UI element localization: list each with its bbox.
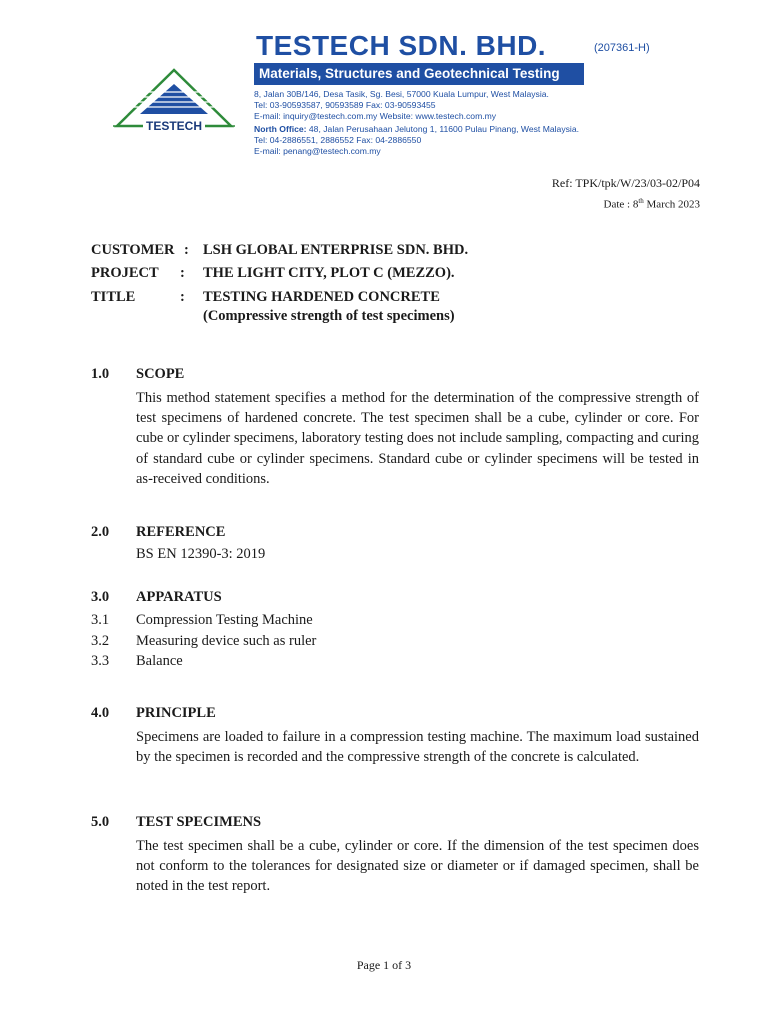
- project-colon: :: [180, 265, 185, 281]
- north-office-address-text: 48, Jalan Perusahaan Jelutong 1, 11600 Pulau Pinang, West Malaysia.: [308, 124, 579, 134]
- specimens-paragraph: The test specimen shall be a cube, cylinder or core. If the dimension of the test specimen does not conform to the tolerances for designated size or diameter or if damaged specimen, shall be noted in the test report.: [136, 838, 699, 895]
- address-phone: Tel: 03-90593587, 90593589 Fax: 03-90593455: [254, 100, 436, 110]
- north-office-label: North Office:: [254, 124, 307, 134]
- apparatus-item-number: 3.3: [91, 653, 110, 669]
- section-number-specimens: 5.0: [91, 814, 110, 830]
- apparatus-item: Balance: [136, 653, 183, 669]
- section-number-scope: 1.0: [91, 366, 110, 382]
- registration-number: (207361-H): [594, 42, 650, 54]
- customer-label: CUSTOMER: [91, 242, 175, 258]
- logo-text: TESTECH: [145, 119, 203, 133]
- section-number-principle: 4.0: [91, 705, 110, 721]
- title-colon: :: [180, 289, 185, 305]
- section-title-scope: SCOPE: [136, 366, 185, 382]
- apparatus-item: Compression Testing Machine: [136, 612, 313, 628]
- company-name: TESTECH SDN. BHD.: [256, 30, 547, 61]
- reference-standard: BS EN 12390-3: 2019: [136, 546, 266, 562]
- reference-number: Ref: TPK/tpk/W/23/03-02/P04: [551, 176, 700, 190]
- testech-logo: [113, 68, 235, 136]
- scope-paragraph: This method statement specifies a method for the determination of the compressive strength of test specimens of hardened concrete. The test specimen shall be a cube, cylinder or core. For cube or cylinder specimens, laboratory testing does not include sampling, compacting and curing of standard cube or cylinder specimens. Standard cube or cylinder specimens will be tested in as-received conditions.: [136, 390, 699, 487]
- title-label: TITLE: [91, 289, 136, 305]
- section-title-reference: REFERENCE: [136, 524, 226, 540]
- customer-value: LSH GLOBAL ENTERPRISE SDN. BHD.: [203, 242, 469, 258]
- section-title-specimens: TEST SPECIMENS: [136, 814, 262, 830]
- section-title-apparatus: APPARATUS: [136, 589, 222, 605]
- document-date: Date : 8th March 2023: [603, 197, 700, 211]
- company-tagline: Materials, Structures and Geotechnical Testing: [254, 63, 584, 85]
- principle-paragraph: Specimens are loaded to failure in a compression testing machine. The maximum load sustained by the specimen is recorded and the compressive strength of the concrete is calculated.: [136, 729, 699, 766]
- apparatus-item-number: 3.1: [91, 612, 110, 628]
- project-label: PROJECT: [91, 265, 159, 281]
- title-subvalue: (Compressive strength of test specimens): [203, 308, 455, 324]
- reference-block: [552, 174, 700, 214]
- logo-triangle-icon: [113, 70, 235, 126]
- north-office-address: [254, 124, 579, 134]
- customer-colon: :: [184, 242, 189, 258]
- title-value: TESTING HARDENED CONCRETE: [203, 289, 440, 305]
- section-number-reference: 2.0: [91, 524, 110, 540]
- apparatus-item-number: 3.2: [91, 633, 110, 649]
- apparatus-item: Measuring device such as ruler: [136, 633, 317, 649]
- project-value: THE LIGHT CITY, PLOT C (MEZZO).: [203, 265, 455, 281]
- section-number-apparatus: 3.0: [91, 589, 110, 605]
- section-title-principle: PRINCIPLE: [136, 705, 216, 721]
- north-office-phone: Tel: 04-2886551, 2886552 Fax: 04-2886550: [254, 135, 422, 145]
- north-office-email: E-mail: penang@testech.com.my: [254, 146, 381, 156]
- page-number: Page 1 of 3: [356, 958, 412, 972]
- address-email: E-mail: inquiry@testech.com.my Website: www.testech.com.my: [254, 111, 497, 121]
- address-line: 8, Jalan 30B/146, Desa Tasik, Sg. Besi, 57000 Kuala Lumpur, West Malaysia.: [254, 89, 549, 99]
